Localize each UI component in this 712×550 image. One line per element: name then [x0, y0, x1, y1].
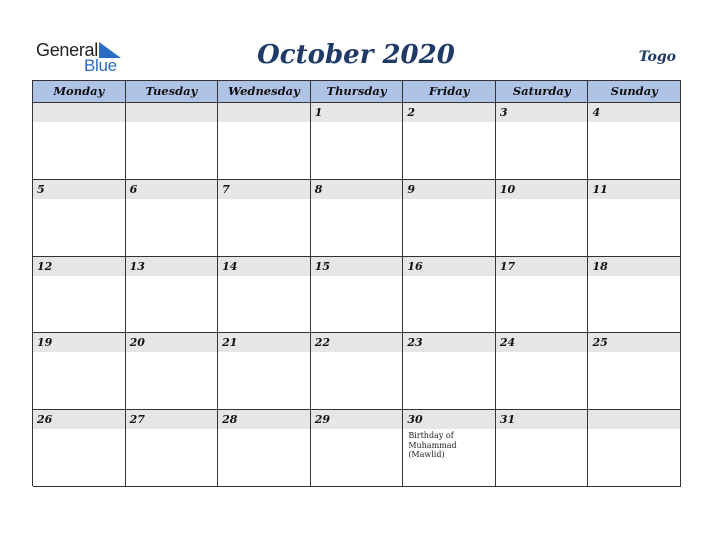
day-number: 11: [588, 180, 680, 199]
day-number: 25: [588, 333, 680, 352]
day-number: 1: [311, 103, 403, 122]
week-row: [33, 180, 681, 257]
day-cell: [403, 257, 496, 334]
day-number: 13: [126, 257, 218, 276]
weekday-saturday: Saturday: [496, 81, 589, 103]
day-cell: [496, 333, 589, 410]
day-number: 9: [403, 180, 495, 199]
day-cell: [403, 410, 496, 487]
logo-general-text: General: [36, 40, 98, 60]
day-number: 26: [33, 410, 125, 429]
day-number: 21: [218, 333, 310, 352]
day-cell: [311, 333, 404, 410]
week-row: [33, 257, 681, 334]
day-number: [126, 103, 218, 122]
day-cell: [588, 103, 681, 180]
day-cell: [311, 180, 404, 257]
day-number: 17: [496, 257, 588, 276]
day-number: 16: [403, 257, 495, 276]
weekday-monday: Monday: [33, 81, 126, 103]
day-cell: [403, 180, 496, 257]
day-number: 8: [311, 180, 403, 199]
day-number: 6: [126, 180, 218, 199]
day-cell: [218, 410, 311, 487]
day-number: 27: [126, 410, 218, 429]
day-cell: [33, 333, 126, 410]
day-number: 23: [403, 333, 495, 352]
day-cell: [126, 180, 219, 257]
week-row: [33, 410, 681, 487]
weekday-thursday: Thursday: [311, 81, 404, 103]
day-number: 4: [588, 103, 680, 122]
weekday-header-row: [33, 81, 681, 103]
week-row: [33, 103, 681, 180]
day-cell: [588, 333, 681, 410]
day-number: 24: [496, 333, 588, 352]
weeks-container: [33, 103, 681, 487]
day-number: [33, 103, 125, 122]
week-row: [33, 333, 681, 410]
day-number: 22: [311, 333, 403, 352]
day-number: 7: [218, 180, 310, 199]
day-number: 2: [403, 103, 495, 122]
day-cell: [126, 257, 219, 334]
calendar-grid: [32, 80, 681, 486]
weekday-tuesday: Tuesday: [126, 81, 219, 103]
day-cell: [496, 410, 589, 487]
day-cell: [496, 257, 589, 334]
day-number: 3: [496, 103, 588, 122]
weekday-sunday: Sunday: [588, 81, 681, 103]
day-number: 19: [33, 333, 125, 352]
day-number: 29: [311, 410, 403, 429]
day-cell: [311, 410, 404, 487]
day-number: 15: [311, 257, 403, 276]
day-number: 28: [218, 410, 310, 429]
day-cell: [311, 103, 404, 180]
weekday-friday: Friday: [403, 81, 496, 103]
day-cell: [218, 333, 311, 410]
day-cell: [33, 103, 126, 180]
day-cell: [588, 410, 681, 487]
day-number: 18: [588, 257, 680, 276]
day-cell: [588, 257, 681, 334]
day-number: 30: [403, 410, 495, 429]
day-number: [218, 103, 310, 122]
day-cell: [588, 180, 681, 257]
day-number: 10: [496, 180, 588, 199]
day-cell: [33, 180, 126, 257]
calendar-title: October 2020: [257, 40, 455, 70]
day-cell: [496, 180, 589, 257]
weekday-wednesday: Wednesday: [218, 81, 311, 103]
logo-blue-text: Blue: [84, 56, 117, 75]
day-number: 20: [126, 333, 218, 352]
day-number: 12: [33, 257, 125, 276]
day-number: [588, 410, 680, 429]
day-cell: [126, 333, 219, 410]
holiday-event: Birthday of Muhammad (Mawlid): [408, 431, 457, 460]
country-label: Togo: [638, 49, 676, 65]
day-number: 31: [496, 410, 588, 429]
day-cell: [33, 257, 126, 334]
day-cell: [403, 333, 496, 410]
day-cell: [311, 257, 404, 334]
day-cell: [496, 103, 589, 180]
day-cell: [126, 410, 219, 487]
day-number: 5: [33, 180, 125, 199]
day-cell: [218, 180, 311, 257]
day-cell: [218, 257, 311, 334]
day-number: 14: [218, 257, 310, 276]
day-cell: [403, 103, 496, 180]
day-cell: [33, 410, 126, 487]
day-cell: [126, 103, 219, 180]
day-cell: [218, 103, 311, 180]
